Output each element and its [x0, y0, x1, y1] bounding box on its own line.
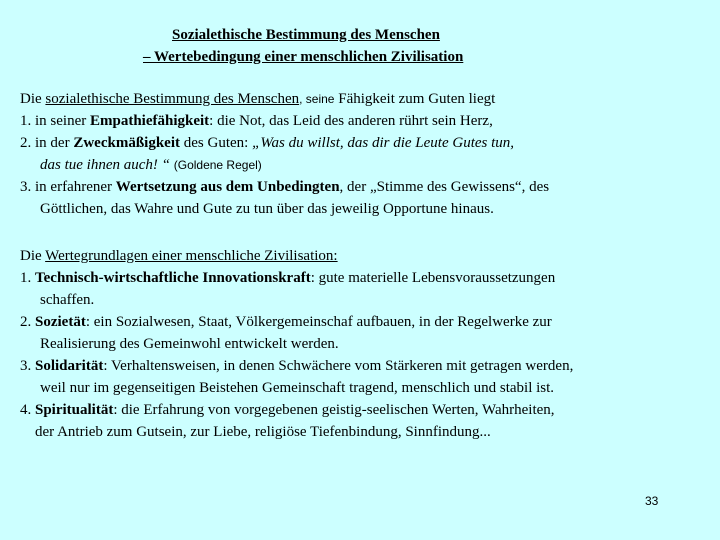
section1-item-2-cont: das tue ihnen auch! “ (Goldene Regel) — [40, 157, 262, 173]
section2-item-3: 3. Solidarität: Verhaltensweisen, in denen Schwächere vom Stärkeren mit getragen werden, — [20, 358, 574, 374]
section1-intro: Die sozialethische Bestimmung des Menschen, seine Fähigkeit zum Guten liegt — [20, 91, 496, 107]
section2-item-2: 2. Sozietät: ein Sozialwesen, Staat, Völkergemeinschaf aufbauen, in der Regelwerke zur — [20, 314, 552, 330]
page-number: 33 — [645, 494, 659, 508]
section2-intro-key: Wertegrundlagen einer menschliche Zivilisation: — [45, 248, 338, 264]
section-wertegrundlagen — [20, 245, 710, 443]
section1-item-3: 3. in erfahrener Wertsetzung aus dem Unbedingten, der „Stimme des Gewissens“, des — [20, 179, 550, 195]
section2-item-4: 4. Spiritualität: die Erfahrung von vorgegebenen geistig-seelischen Werten, Wahrheiten, — [20, 402, 555, 418]
section1-intro-key: sozialethische Bestimmung des Menschen — [45, 91, 300, 107]
section1-item-1: 1. in seiner Empathiefähigkeit: die Not, das Leid des anderen rührt sein Herz, — [20, 113, 493, 129]
title-line-2: – Wertebedingung einer menschlichen Zivilisation — [143, 49, 464, 65]
section2-item-1-cont: schaffen. — [40, 292, 95, 308]
section2-item-3-cont: weil nur im gegenseitigen Beistehen Gemeinschaft tragend, menschlich und stabil ist. — [40, 380, 555, 396]
title-line-1: Sozialethische Bestimmung des Menschen — [172, 27, 440, 43]
section2-intro: Die Wertegrundlagen einer menschliche Zivilisation: — [20, 248, 338, 264]
section2-item-1: 1. Technisch-wirtschaftliche Innovationskraft: gute materielle Lebensvoraussetzungen — [20, 270, 556, 286]
section2-item-2-cont: Realisierung des Gemeinwohl entwickelt werden. — [40, 336, 339, 352]
section1-item-2: 2. in der Zweckmäßigkeit des Guten: „Was du willst, das dir die Leute Gutes tun, — [20, 135, 515, 151]
section2-item-4-cont: der Antrieb zum Gutsein, zur Liebe, religiöse Tiefenbindung, Sinnfindung... — [35, 424, 491, 440]
section-sozialethische-bestimmung — [20, 88, 710, 220]
section1-item-3-cont: Göttlichen, das Wahre und Gute zu tun über das jeweilig Opportune hinaus. — [40, 201, 494, 217]
